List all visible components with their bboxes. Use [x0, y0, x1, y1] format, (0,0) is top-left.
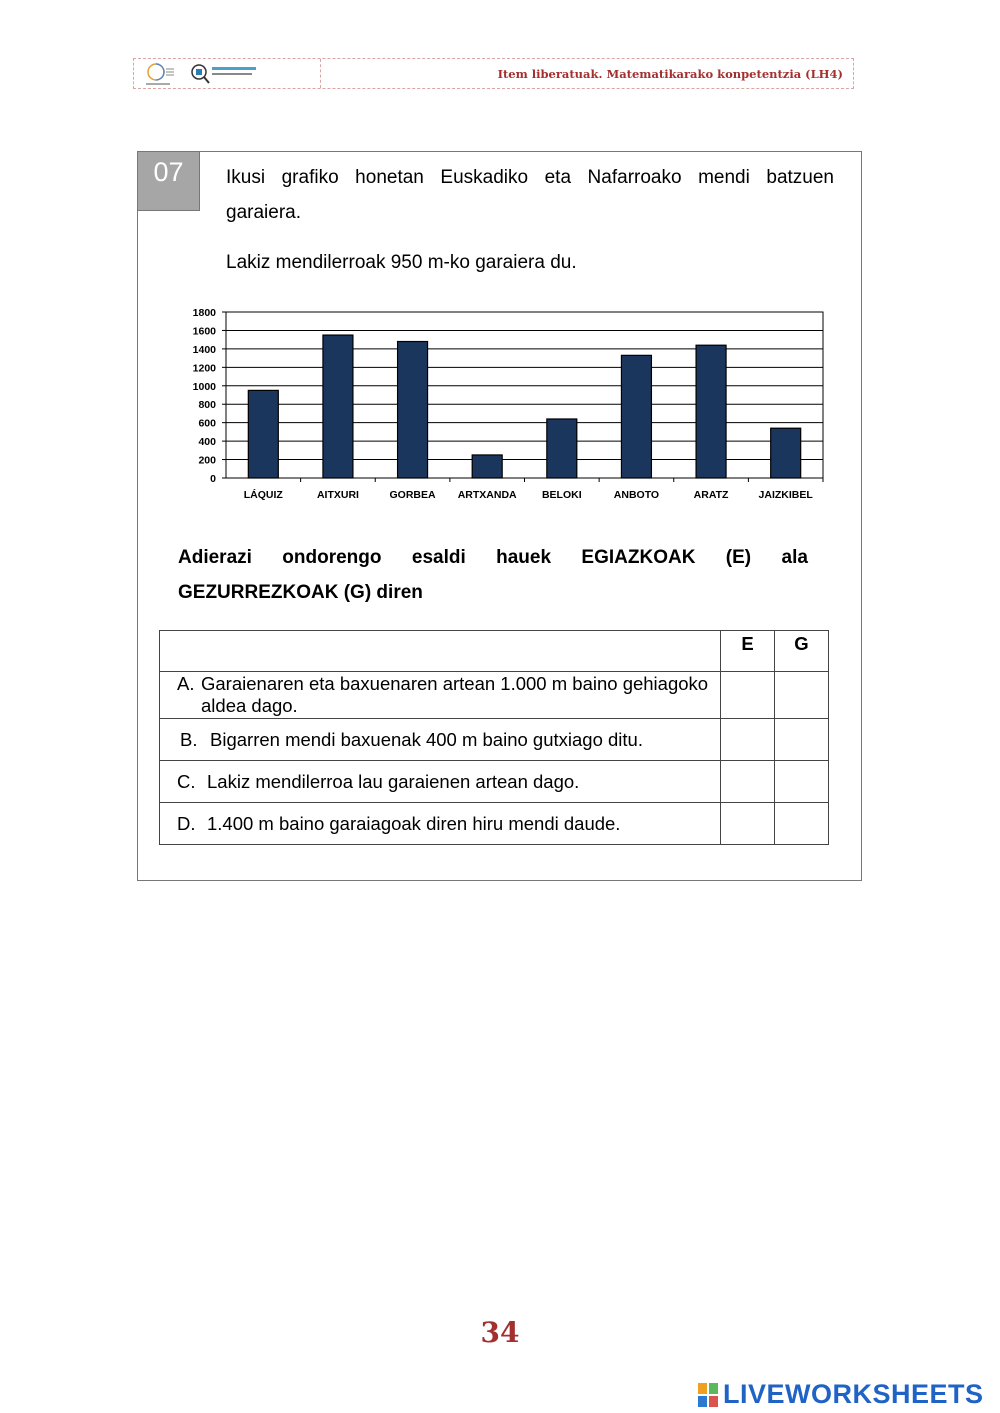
question-word: ondorengo: [282, 547, 382, 568]
bar: [398, 342, 428, 478]
statement-letter: C.: [177, 770, 196, 792]
statement-letter: B.: [180, 728, 198, 750]
statement-cell: [160, 719, 721, 761]
answer-cell-e[interactable]: [721, 719, 775, 761]
liveworksheets-text: LIVEWORKSHEETS: [723, 1379, 984, 1409]
x-tick-label: ARTXANDA: [457, 489, 517, 501]
bar: [547, 419, 577, 478]
page-header: [133, 58, 854, 89]
x-tick-label: LÁQUIZ: [243, 489, 283, 501]
question-word: hauek: [496, 547, 552, 568]
bar: [472, 455, 502, 478]
header-e: E: [721, 631, 775, 672]
table-row: [160, 803, 829, 845]
y-tick-label: 0: [210, 473, 216, 485]
exercise-number: 07: [137, 151, 200, 211]
x-tick-label: GORBEA: [389, 489, 436, 501]
true-false-table: [159, 630, 829, 845]
exercise-note: Lakiz mendilerroak 950 m-ko garaiera du.: [226, 252, 577, 273]
statement-text: Bigarren mendi baxuenak 400 m baino gutxiago ditu.: [210, 728, 643, 750]
answer-cell-e[interactable]: [721, 761, 775, 803]
question-word: ala: [781, 547, 808, 568]
answer-cell-g[interactable]: [775, 719, 829, 761]
answer-cell-g[interactable]: [775, 761, 829, 803]
x-tick-label: AITXURI: [316, 489, 359, 501]
header-blank-cell: [160, 631, 721, 672]
statement-cell: [160, 803, 721, 845]
question-word: (E): [725, 547, 752, 568]
question-text: [178, 540, 808, 610]
statement-text: 1.400 m baino garaiagoak diren hiru mendi daude.: [207, 812, 621, 834]
statement-text: Garaienaren eta baxuenaren artean 1.000 m baino gehiagoko aldea dago.: [201, 673, 709, 716]
bar-chart: [170, 296, 830, 511]
answer-cell-g[interactable]: [775, 803, 829, 845]
answer-cell-e[interactable]: [721, 803, 775, 845]
bar: [248, 390, 278, 478]
x-tick-label: BELOKI: [541, 489, 582, 501]
y-tick-label: 800: [198, 399, 216, 412]
table-row: [160, 672, 829, 719]
y-tick-label: 600: [198, 417, 216, 430]
header-divider: [320, 59, 321, 88]
exercise-intro: Ikusi grafiko honetan Euskadiko eta Nafarroako mendi batzuen garaiera.: [226, 167, 834, 223]
question-word: esaldi: [411, 547, 466, 568]
table-row: [160, 719, 829, 761]
table-header-row: [160, 631, 829, 672]
plot-frame: [226, 312, 823, 478]
bar: [696, 345, 726, 478]
statement-letter: D.: [177, 812, 196, 834]
y-tick-label: 1400: [192, 343, 216, 356]
liveworksheets-logo: [697, 1379, 984, 1410]
y-tick-label: 1200: [192, 362, 216, 375]
education-logo: [140, 61, 180, 87]
x-tick-label: ANBOTO: [613, 489, 660, 501]
y-tick-label: 1600: [192, 325, 216, 338]
evaluation-logo: [190, 61, 260, 87]
y-tick-label: 200: [198, 454, 216, 467]
question-word: EGIAZKOAK: [581, 547, 696, 568]
statement-text: Lakiz mendilerroa lau garaienen artean dago.: [207, 770, 580, 792]
header-title: Item liberatuak. Matematikarako konpetentzia (LH4): [497, 67, 843, 81]
y-tick-label: 1800: [192, 307, 216, 319]
x-tick-label: ARATZ: [693, 489, 729, 501]
statement-cell: [160, 761, 721, 803]
question-word: Adierazi: [178, 547, 252, 568]
y-tick-label: 400: [198, 436, 216, 449]
page-number: 34: [480, 1316, 520, 1349]
question-line-1: [178, 540, 808, 575]
bar: [323, 335, 353, 478]
header-g: G: [775, 631, 829, 672]
statement-letter: A.: [177, 673, 195, 694]
table-row: [160, 761, 829, 803]
answer-cell-e[interactable]: [721, 672, 775, 719]
answer-cell-g[interactable]: [775, 672, 829, 719]
liveworksheets-icon: [697, 1382, 719, 1408]
y-tick-label: 1000: [192, 380, 216, 393]
x-tick-label: JAIZKIBEL: [758, 489, 813, 501]
bar: [771, 428, 801, 478]
question-line-2: GEZURREZKOAK (G) diren: [178, 582, 423, 603]
bar: [621, 355, 651, 478]
statement-cell: [160, 672, 721, 719]
